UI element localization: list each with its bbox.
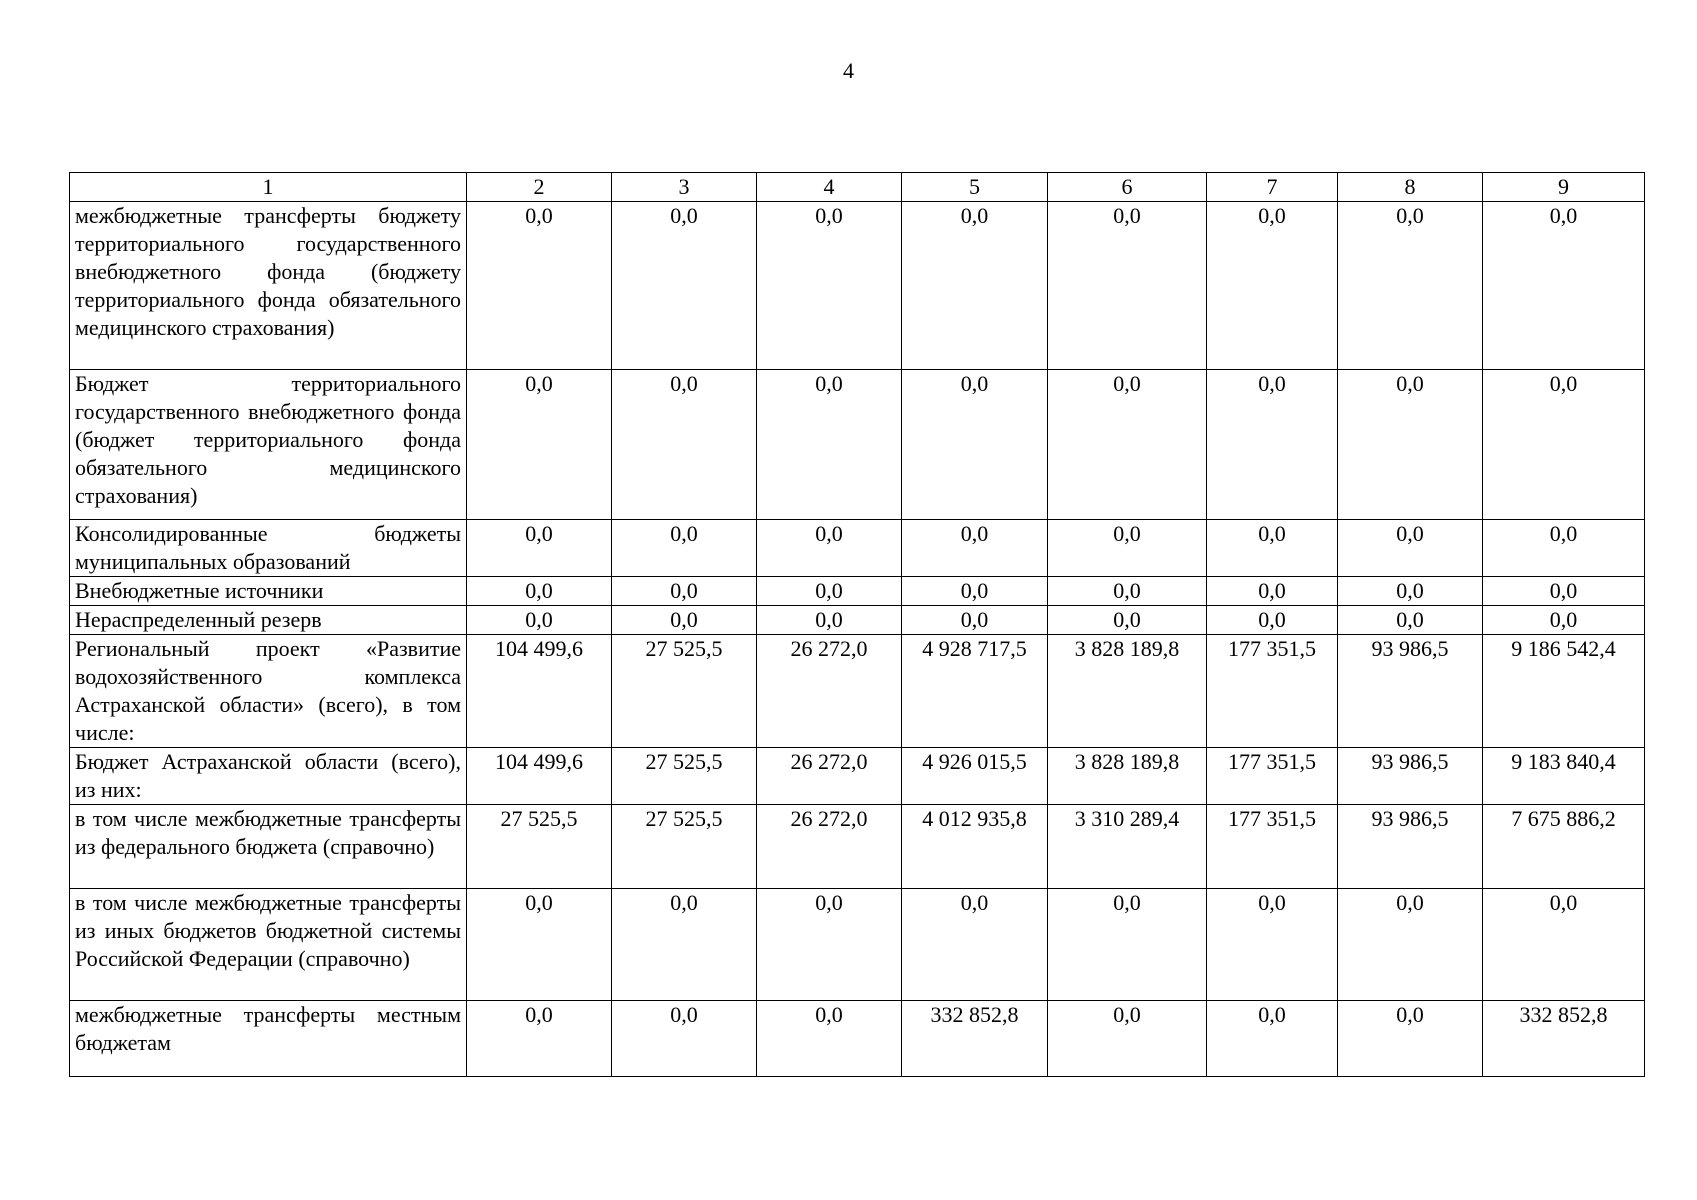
table-cell: 9 186 542,4 — [1483, 635, 1645, 748]
table-row — [70, 1001, 1645, 1077]
table-cell: 0,0 — [467, 1001, 612, 1077]
table-cell: 0,0 — [757, 889, 902, 1001]
row-label: Нераспределенный резерв — [70, 606, 467, 635]
column-header: 1 — [70, 173, 467, 202]
table-cell: 4 928 717,5 — [902, 635, 1048, 748]
table-cell: 0,0 — [1207, 520, 1338, 577]
table-row — [70, 635, 1645, 748]
table-cell: 0,0 — [1207, 606, 1338, 635]
table-cell: 26 272,0 — [757, 635, 902, 748]
table-cell: 0,0 — [902, 520, 1048, 577]
table-cell: 3 310 289,4 — [1048, 805, 1207, 889]
table-cell: 104 499,6 — [467, 635, 612, 748]
table-cell: 0,0 — [1338, 202, 1483, 370]
table-cell: 0,0 — [612, 1001, 757, 1077]
column-header: 5 — [902, 173, 1048, 202]
table-cell: 0,0 — [1207, 577, 1338, 606]
table-cell: 0,0 — [467, 889, 612, 1001]
table-cell: 0,0 — [1048, 370, 1207, 520]
table-row — [70, 805, 1645, 889]
table-cell: 0,0 — [757, 606, 902, 635]
table-cell: 0,0 — [1338, 606, 1483, 635]
table-cell: 3 828 189,8 — [1048, 635, 1207, 748]
table-row — [70, 748, 1645, 805]
column-header: 7 — [1207, 173, 1338, 202]
table-cell: 0,0 — [612, 370, 757, 520]
column-header: 6 — [1048, 173, 1207, 202]
table-cell: 0,0 — [467, 520, 612, 577]
table-cell: 0,0 — [1338, 1001, 1483, 1077]
table-cell: 0,0 — [757, 202, 902, 370]
table-cell: 0,0 — [612, 202, 757, 370]
table-cell: 0,0 — [1483, 202, 1645, 370]
row-label: Региональный проект «Развитие водохозяйственного комплекса Астраханской области» (всего), в том числе: — [70, 635, 467, 748]
table-cell: 0,0 — [612, 606, 757, 635]
column-header: 2 — [467, 173, 612, 202]
table-cell: 0,0 — [612, 889, 757, 1001]
table-cell: 0,0 — [1483, 577, 1645, 606]
table-cell: 0,0 — [902, 577, 1048, 606]
table-cell: 27 525,5 — [612, 805, 757, 889]
table-cell: 93 986,5 — [1338, 635, 1483, 748]
row-label: Бюджет территориального государственного внебюджетного фонда (бюджет территориального фонда обязательного медицинского страхования) — [70, 370, 467, 520]
table-cell: 0,0 — [902, 370, 1048, 520]
table-cell: 0,0 — [612, 520, 757, 577]
table-cell: 4 926 015,5 — [902, 748, 1048, 805]
table-cell: 104 499,6 — [467, 748, 612, 805]
table-cell: 0,0 — [757, 577, 902, 606]
header-row — [70, 173, 1645, 202]
table-cell: 332 852,8 — [902, 1001, 1048, 1077]
table-cell: 27 525,5 — [612, 635, 757, 748]
table-cell: 0,0 — [902, 889, 1048, 1001]
row-label: Внебюджетные источники — [70, 577, 467, 606]
table-cell: 0,0 — [1207, 889, 1338, 1001]
table-cell: 0,0 — [612, 577, 757, 606]
table-cell: 27 525,5 — [612, 748, 757, 805]
row-label: межбюджетные трансферты местным бюджетам — [70, 1001, 467, 1077]
budget-table — [69, 172, 1645, 1077]
table-cell: 0,0 — [757, 520, 902, 577]
table-cell: 7 675 886,2 — [1483, 805, 1645, 889]
table-cell: 4 012 935,8 — [902, 805, 1048, 889]
table-row — [70, 370, 1645, 520]
column-header: 8 — [1338, 173, 1483, 202]
table-cell: 93 986,5 — [1338, 748, 1483, 805]
table-cell: 0,0 — [467, 370, 612, 520]
table-cell: 0,0 — [1048, 577, 1207, 606]
table-cell: 0,0 — [1338, 889, 1483, 1001]
table-cell: 0,0 — [757, 370, 902, 520]
table-row — [70, 606, 1645, 635]
table-cell: 0,0 — [467, 606, 612, 635]
page-number: 4 — [843, 58, 854, 83]
column-header: 9 — [1483, 173, 1645, 202]
row-label: Консолидированные бюджеты муниципальных образований — [70, 520, 467, 577]
table-cell: 0,0 — [1483, 606, 1645, 635]
table-cell: 0,0 — [1048, 606, 1207, 635]
table-cell: 0,0 — [1048, 889, 1207, 1001]
table-cell: 0,0 — [1207, 1001, 1338, 1077]
table-row — [70, 577, 1645, 606]
table-cell: 0,0 — [1483, 889, 1645, 1001]
table-cell: 9 183 840,4 — [1483, 748, 1645, 805]
table-cell: 26 272,0 — [757, 748, 902, 805]
table-cell: 0,0 — [1338, 520, 1483, 577]
table-cell: 26 272,0 — [757, 805, 902, 889]
column-header: 3 — [612, 173, 757, 202]
table-cell: 0,0 — [1483, 370, 1645, 520]
row-label: в том числе межбюджетные трансферты из федерального бюджета (справочно) — [70, 805, 467, 889]
table-cell: 93 986,5 — [1338, 805, 1483, 889]
table-cell: 0,0 — [1048, 202, 1207, 370]
table-row — [70, 520, 1645, 577]
table-cell: 177 351,5 — [1207, 635, 1338, 748]
row-label: межбюджетные трансферты бюджету территориального государственного внебюджетного фонда (бюджету территориального фонда обязательного медицинского страхования) — [70, 202, 467, 370]
table-cell: 27 525,5 — [467, 805, 612, 889]
table-cell: 177 351,5 — [1207, 805, 1338, 889]
table-cell: 0,0 — [1483, 520, 1645, 577]
table-cell: 0,0 — [467, 202, 612, 370]
table-cell: 0,0 — [1048, 1001, 1207, 1077]
table-row — [70, 889, 1645, 1001]
table-cell: 177 351,5 — [1207, 748, 1338, 805]
column-header: 4 — [757, 173, 902, 202]
table-cell: 0,0 — [757, 1001, 902, 1077]
table-cell: 0,0 — [902, 202, 1048, 370]
table-cell: 0,0 — [1048, 520, 1207, 577]
table-cell: 0,0 — [1338, 370, 1483, 520]
table-cell: 0,0 — [467, 577, 612, 606]
table-cell: 0,0 — [902, 606, 1048, 635]
table-cell: 0,0 — [1338, 577, 1483, 606]
table-cell: 3 828 189,8 — [1048, 748, 1207, 805]
table-row — [70, 202, 1645, 370]
row-label: Бюджет Астраханской области (всего), из них: — [70, 748, 467, 805]
row-label: в том числе межбюджетные трансферты из иных бюджетов бюджетной системы Российской Федерации (справочно) — [70, 889, 467, 1001]
table-cell: 332 852,8 — [1483, 1001, 1645, 1077]
table-cell: 0,0 — [1207, 370, 1338, 520]
table-cell: 0,0 — [1207, 202, 1338, 370]
